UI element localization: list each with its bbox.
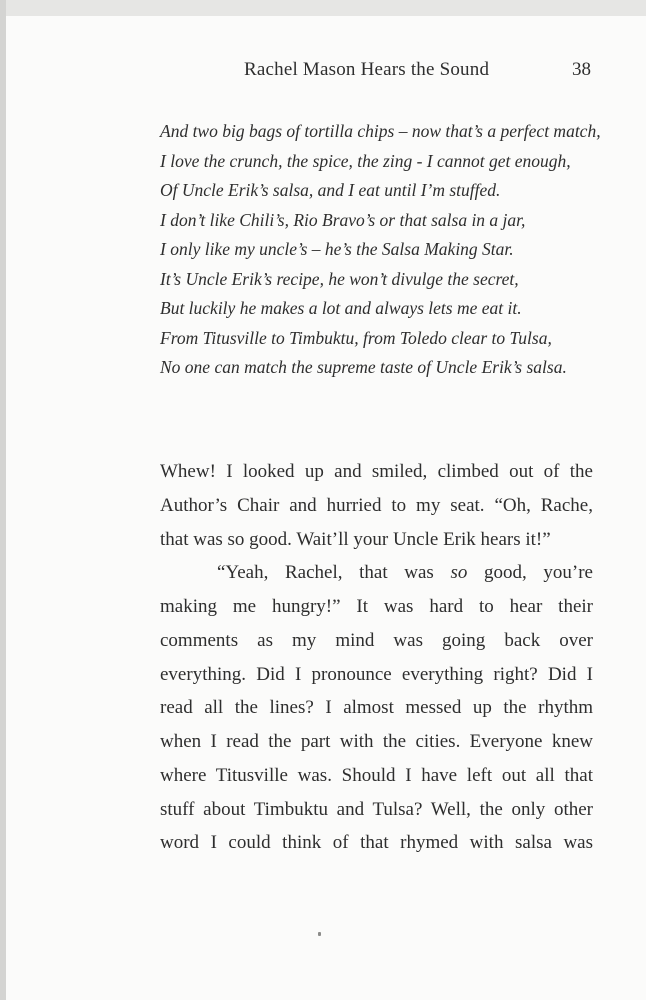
poem-line: But luckily he makes a lot and always lets me eat it.: [160, 298, 522, 318]
poem-line: I don’t like Chili’s, Rio Bravo’s or that salsa in a jar,: [160, 209, 526, 230]
prose-line-dialogue: [160, 556, 593, 590]
ink-speck: [318, 932, 321, 936]
prose-line: comments as my mind was going back over: [160, 629, 593, 651]
prose-fragment: “Yeah, Rachel, that was: [217, 562, 434, 584]
prose-block: [160, 455, 593, 860]
page-binding-edge: [0, 0, 6, 1000]
poem-line: Of Uncle Erik’s salsa, and I eat until I’m stuffed.: [160, 180, 501, 200]
prose-line: making me hungry!” It was hard to hear their: [160, 596, 593, 617]
running-header-title: Rachel Mason Hears the Sound: [244, 59, 490, 80]
prose-line: Author’s Chair and hurried to my seat. “Oh, Rache,: [160, 494, 593, 516]
prose-line: stuff about Timbuktu and Tulsa? Well, the only other: [160, 798, 593, 820]
prose-line: when I read the part with the cities. Everyone knew: [160, 731, 593, 752]
prose-line: word I could think of that rhymed with salsa was: [160, 832, 593, 854]
emphasis-word: so: [450, 562, 468, 584]
poem-line: It’s Uncle Erik’s recipe, he won’t divulge the secret,: [160, 268, 519, 289]
page-top-edge: [0, 0, 646, 16]
prose-line: where Titusville was. Should I have left out all that: [160, 764, 593, 786]
prose-fragment: good, you’re: [484, 562, 593, 584]
poem-block: [160, 117, 600, 383]
prose-line: read all the lines? I almost messed up the rhythm: [160, 697, 593, 719]
prose-line: Whew! I looked up and smiled, climbed out of the: [160, 461, 593, 482]
page-number: 38: [572, 59, 591, 80]
prose-line: that was so good. Wait’ll your Uncle Erik hears it!”: [160, 528, 551, 550]
poem-line: I love the crunch, the spice, the zing - I cannot get enough,: [160, 150, 571, 171]
prose-line: everything. Did I pronounce everything right? Did I: [160, 663, 593, 685]
poem-line: I only like my uncle’s – he’s the Salsa Making Star.: [160, 239, 514, 259]
poem-line: And two big bags of tortilla chips – now that’s a perfect match,: [160, 121, 601, 141]
poem-line: No one can match the supreme taste of Uncle Erik’s salsa.: [160, 357, 567, 377]
poem-line: From Titusville to Timbuktu, from Toledo clear to Tulsa,: [160, 327, 552, 348]
